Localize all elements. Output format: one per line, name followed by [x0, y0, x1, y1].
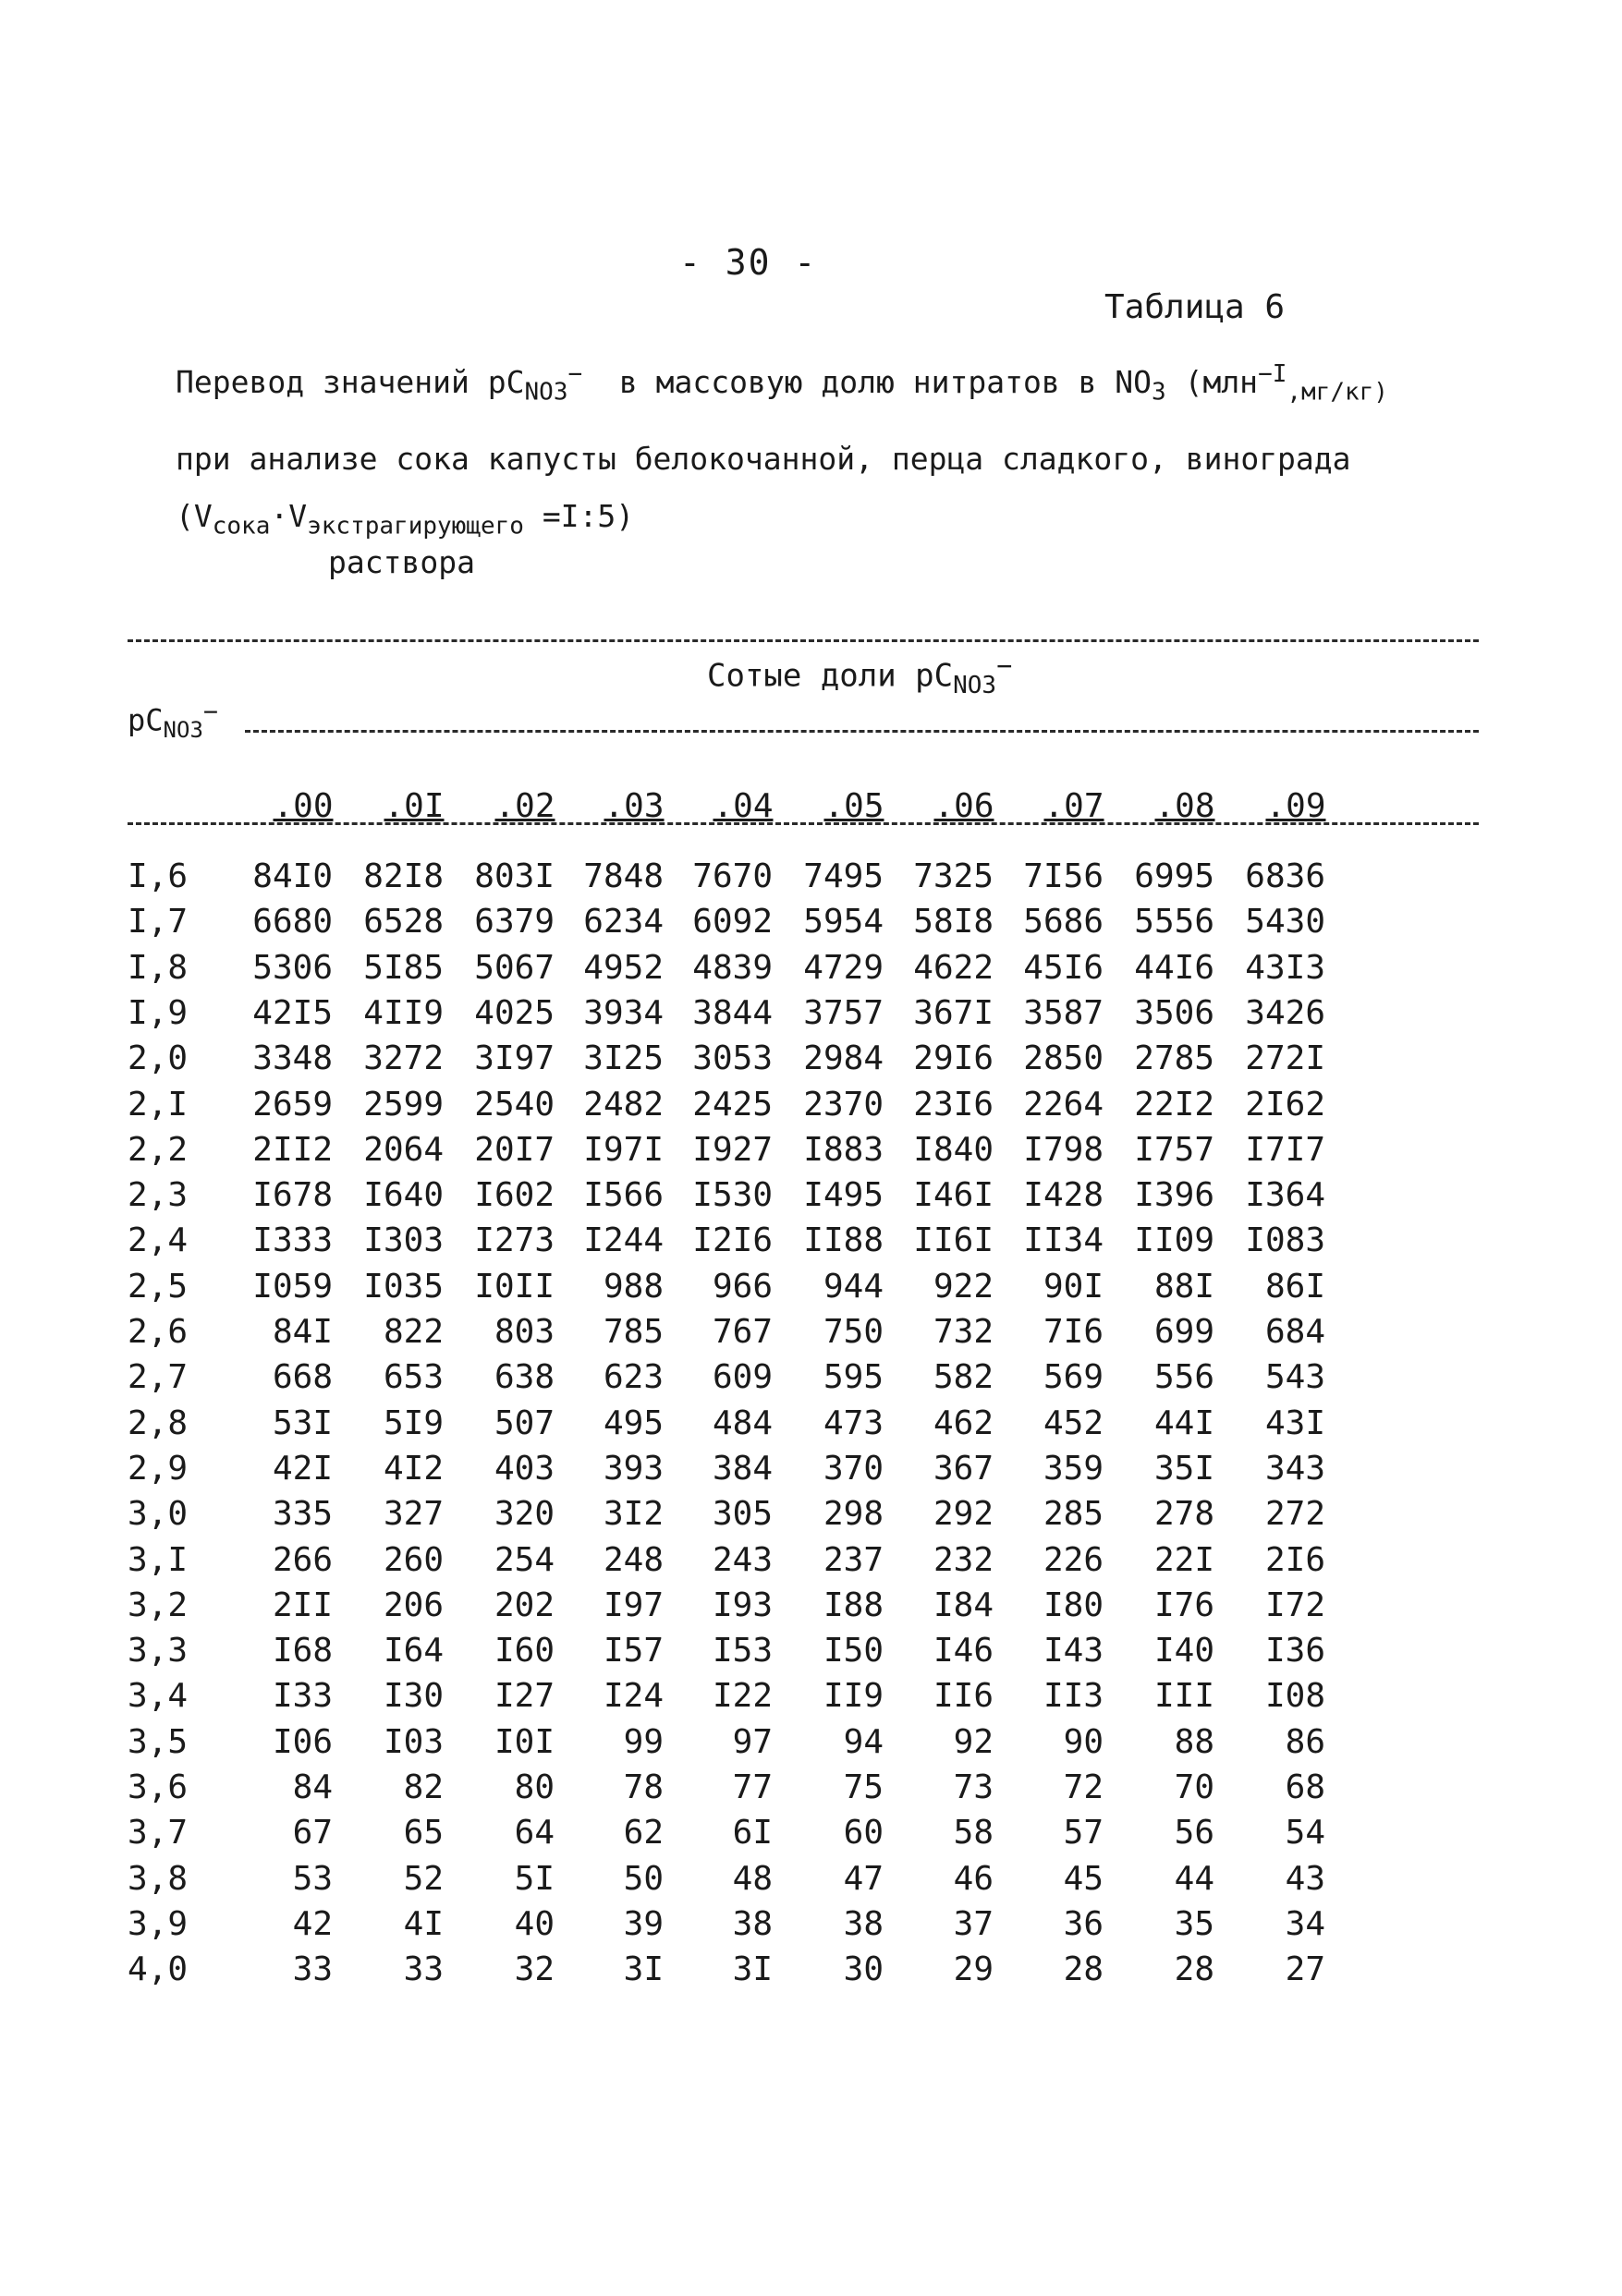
- table-cell: 3506: [1134, 993, 1214, 1032]
- table-cell: 45: [1063, 1859, 1104, 1898]
- table-cell: 27: [1285, 1950, 1325, 1989]
- table-cell: I97I: [583, 1130, 664, 1169]
- table-cell: II34: [1023, 1221, 1104, 1260]
- table-cell: I46: [933, 1632, 994, 1670]
- table-cell: 35: [1174, 1904, 1214, 1943]
- table-cell: 248: [603, 1540, 664, 1579]
- table-cell: 84: [292, 1768, 333, 1806]
- table-cell: I88: [823, 1585, 884, 1624]
- table-cell: I46I: [913, 1176, 994, 1215]
- table-cell: 39: [623, 1904, 664, 1943]
- table-cell: 34: [1285, 1904, 1325, 1943]
- table-cell: 2I6: [1264, 1540, 1325, 1579]
- table-cell: 33: [403, 1950, 444, 1989]
- table-cell: I22: [712, 1677, 773, 1716]
- table-cell: 30: [843, 1950, 884, 1989]
- table-cell: 43: [1285, 1859, 1325, 1898]
- table-cell: 75: [843, 1768, 884, 1806]
- table-cell: 37: [953, 1904, 994, 1943]
- row-key: 3,8: [128, 1859, 189, 1898]
- table-cell: 3I97: [474, 1039, 555, 1078]
- column-header: .00: [273, 787, 334, 825]
- table-cell: 84I0: [252, 857, 333, 895]
- table-cell: 367: [933, 1449, 994, 1488]
- column-group-header: Сотые доли $pC_{NO3}^-$: [707, 650, 1013, 700]
- table-cell: 384: [712, 1449, 773, 1488]
- row-key: 2,9: [128, 1449, 189, 1488]
- table-cell: 84I: [272, 1313, 333, 1351]
- table-cell: 90I: [1043, 1267, 1104, 1306]
- table-cell: 56: [1174, 1814, 1214, 1853]
- table-cell: I059: [252, 1267, 333, 1306]
- table-cell: 80: [514, 1768, 555, 1806]
- table-cell: 82I8: [363, 857, 444, 895]
- table-cell: II88: [803, 1221, 884, 1260]
- row-key: 2,4: [128, 1221, 189, 1260]
- row-key: I,7: [128, 903, 189, 941]
- table-cell: II6I: [913, 1221, 994, 1260]
- table-cell: I57: [603, 1632, 664, 1670]
- table-cell: I364: [1245, 1176, 1325, 1215]
- table-cell: I60: [494, 1632, 555, 1670]
- table-cell: 278: [1153, 1495, 1214, 1534]
- table-cell: 2659: [252, 1085, 333, 1124]
- row-key: I,6: [128, 857, 189, 895]
- table-cell: 7848: [583, 857, 664, 895]
- table-cell: I84: [933, 1585, 994, 1624]
- table-cell: 86I: [1264, 1267, 1325, 1306]
- table-cell: 77: [732, 1768, 773, 1806]
- table-cell: 944: [823, 1267, 884, 1306]
- table-cell: 65: [403, 1814, 444, 1853]
- table-cell: 6234: [583, 903, 664, 941]
- table-cell: I798: [1023, 1130, 1104, 1169]
- table-cell: 58I8: [913, 903, 994, 941]
- table-cell: I64: [383, 1632, 444, 1670]
- table-cell: 5306: [252, 948, 333, 987]
- table-cell: I24: [603, 1677, 664, 1716]
- table-cell: 2II2: [252, 1130, 333, 1169]
- table-cell: I03: [383, 1722, 444, 1761]
- table-cell: 67: [292, 1814, 333, 1853]
- table-cell: 45I6: [1023, 948, 1104, 987]
- table-cell: 452: [1043, 1403, 1104, 1442]
- table-cell: 23I6: [913, 1085, 994, 1124]
- table-cell: 70: [1174, 1768, 1214, 1806]
- table-cell: 82: [403, 1768, 444, 1806]
- table-cell: 272I: [1245, 1039, 1325, 1078]
- table-cell: 292: [933, 1495, 994, 1534]
- table-cell: 5430: [1245, 903, 1325, 941]
- table-cell: I06: [272, 1722, 333, 1761]
- table-cell: 699: [1153, 1313, 1214, 1351]
- table-cell: 393: [603, 1449, 664, 1488]
- table-cell: 22I2: [1134, 1085, 1214, 1124]
- table-cell: 684: [1264, 1313, 1325, 1351]
- table-cell: 6379: [474, 903, 555, 941]
- row-key: 4,0: [128, 1950, 189, 1989]
- table-cell: 638: [494, 1358, 555, 1397]
- table-cell: 3053: [692, 1039, 773, 1078]
- table-cell: 272: [1264, 1495, 1325, 1534]
- table-cell: I083: [1245, 1221, 1325, 1260]
- header-bottom-rule: [128, 822, 1479, 825]
- table-cell: 20I7: [474, 1130, 555, 1169]
- table-cell: 3I: [623, 1950, 664, 1989]
- row-key: 2,8: [128, 1403, 189, 1442]
- table-cell: 58: [953, 1814, 994, 1853]
- table-cell: I566: [583, 1176, 664, 1215]
- table-cell: I30: [383, 1677, 444, 1716]
- table-cell: 507: [494, 1403, 555, 1442]
- caption-line-1: Перевод значений $pC_{NO3}^-$ в массовую долю нитратов в $NO_3$ (млн$^{-I}_{,мг/кг)}$: [176, 360, 1388, 407]
- row-key: 3,0: [128, 1495, 189, 1534]
- table-cell: I035: [363, 1267, 444, 1306]
- table-cell: 2264: [1023, 1085, 1104, 1124]
- column-header: .08: [1154, 787, 1215, 825]
- table-cell: 92: [953, 1722, 994, 1761]
- table-cell: 40: [514, 1904, 555, 1943]
- table-cell: 343: [1264, 1449, 1325, 1488]
- table-cell: 237: [823, 1540, 884, 1579]
- caption-line-3-sub: раствора: [328, 544, 475, 580]
- table-cell: 44: [1174, 1859, 1214, 1898]
- table-cell: 7I56: [1023, 857, 1104, 895]
- row-key: 3,9: [128, 1904, 189, 1943]
- table-cell: 33: [292, 1950, 333, 1989]
- row-key: 3,2: [128, 1585, 189, 1624]
- column-header: .09: [1265, 787, 1326, 825]
- row-key: 3,3: [128, 1632, 189, 1670]
- table-cell: I53: [712, 1632, 773, 1670]
- table-cell: 53: [292, 1859, 333, 1898]
- column-header: .05: [823, 787, 884, 825]
- table-cell: 2425: [692, 1085, 773, 1124]
- table-cell: 29I6: [913, 1039, 994, 1078]
- table-cell: 320: [494, 1495, 555, 1534]
- table-cell: 2482: [583, 1085, 664, 1124]
- table-cell: 54: [1285, 1814, 1325, 1853]
- table-cell: 44I: [1153, 1403, 1214, 1442]
- table-cell: 3587: [1023, 993, 1104, 1032]
- table-cell: 6092: [692, 903, 773, 941]
- table-cell: 803I: [474, 857, 555, 895]
- table-cell: I396: [1134, 1176, 1214, 1215]
- table-cell: I428: [1023, 1176, 1104, 1215]
- table-cell: II6: [933, 1677, 994, 1716]
- top-rule: [128, 639, 1479, 642]
- table-cell: 623: [603, 1358, 664, 1397]
- mid-rule: [245, 730, 1479, 733]
- table-cell: 42I: [272, 1449, 333, 1488]
- table-cell: 88I: [1153, 1267, 1214, 1306]
- table-cell: 57: [1063, 1814, 1104, 1853]
- table-cell: 36: [1063, 1904, 1104, 1943]
- table-cell: I927: [692, 1130, 773, 1169]
- table-cell: 60: [843, 1814, 884, 1853]
- table-cell: 403: [494, 1449, 555, 1488]
- table-cell: 7670: [692, 857, 773, 895]
- table-cell: 72: [1063, 1768, 1104, 1806]
- table-cell: 42: [292, 1904, 333, 1943]
- table-cell: 5I: [514, 1859, 555, 1898]
- table-cell: 2II: [272, 1585, 333, 1624]
- table-cell: I97: [603, 1585, 664, 1624]
- table-cell: 78: [623, 1768, 664, 1806]
- table-cell: I93: [712, 1585, 773, 1624]
- table-cell: 2850: [1023, 1039, 1104, 1078]
- table-cell: 47: [843, 1859, 884, 1898]
- table-cell: 38: [732, 1904, 773, 1943]
- table-cell: I2I6: [692, 1221, 773, 1260]
- table-cell: 86: [1285, 1722, 1325, 1761]
- table-cell: 298: [823, 1495, 884, 1534]
- table-cell: 232: [933, 1540, 994, 1579]
- table-cell: 582: [933, 1358, 994, 1397]
- table-cell: 3I: [732, 1950, 773, 1989]
- table-cell: 43I: [1264, 1403, 1325, 1442]
- table-cell: I273: [474, 1221, 555, 1260]
- table-cell: 7325: [913, 857, 994, 895]
- table-cell: 5I9: [383, 1403, 444, 1442]
- table-cell: 29: [953, 1950, 994, 1989]
- table-cell: 6I: [732, 1814, 773, 1853]
- table-cell: 305: [712, 1495, 773, 1534]
- page-number: - 30 -: [679, 242, 818, 283]
- row-key: I,9: [128, 993, 189, 1032]
- table-cell: 64: [514, 1814, 555, 1853]
- table-cell: 2I62: [1245, 1085, 1325, 1124]
- table-cell: 35I: [1153, 1449, 1214, 1488]
- table-cell: 285: [1043, 1495, 1104, 1534]
- table-cell: 6836: [1245, 857, 1325, 895]
- table-cell: 3348: [252, 1039, 333, 1078]
- table-cell: I602: [474, 1176, 555, 1215]
- table-cell: I43: [1043, 1632, 1104, 1670]
- table-cell: 88: [1174, 1722, 1214, 1761]
- table-cell: 2984: [803, 1039, 884, 1078]
- table-cell: 52: [403, 1859, 444, 1898]
- table-cell: I40: [1153, 1632, 1214, 1670]
- table-cell: I36: [1264, 1632, 1325, 1670]
- table-cell: 4729: [803, 948, 884, 987]
- row-key: 2,2: [128, 1130, 189, 1169]
- table-cell: 3I25: [583, 1039, 664, 1078]
- table-cell: 68: [1285, 1768, 1325, 1806]
- table-cell: 556: [1153, 1358, 1214, 1397]
- table-cell: 48: [732, 1859, 773, 1898]
- table-cell: I495: [803, 1176, 884, 1215]
- table-cell: 97: [732, 1722, 773, 1761]
- table-cell: 260: [383, 1540, 444, 1579]
- table-cell: 370: [823, 1449, 884, 1488]
- row-header: $pC_{NO3}^-$: [128, 698, 218, 744]
- table-cell: 42I5: [252, 993, 333, 1032]
- table-cell: 335: [272, 1495, 333, 1534]
- table-cell: II9: [823, 1677, 884, 1716]
- table-cell: 7495: [803, 857, 884, 895]
- table-cell: 569: [1043, 1358, 1104, 1397]
- table-cell: 767: [712, 1313, 773, 1351]
- table-cell: 4II9: [363, 993, 444, 1032]
- table-cell: 367I: [913, 993, 994, 1032]
- caption-line-2: при анализе сока капусты белокочанной, перца сладкого, винограда: [176, 441, 1351, 477]
- row-key: 2,I: [128, 1085, 189, 1124]
- table-cell: 4839: [692, 948, 773, 987]
- table-cell: 5556: [1134, 903, 1214, 941]
- table-cell: 53I: [272, 1403, 333, 1442]
- table-cell: 6680: [252, 903, 333, 941]
- table-cell: I757: [1134, 1130, 1214, 1169]
- table-cell: 4025: [474, 993, 555, 1032]
- table-cell: I80: [1043, 1585, 1104, 1624]
- row-key: 3,I: [128, 1540, 189, 1579]
- table-cell: I333: [252, 1221, 333, 1260]
- table-cell: 4I2: [383, 1449, 444, 1488]
- table-cell: 266: [272, 1540, 333, 1579]
- row-key: 2,3: [128, 1176, 189, 1215]
- table-cell: 3272: [363, 1039, 444, 1078]
- table-cell: 3426: [1245, 993, 1325, 1032]
- table-cell: 46: [953, 1859, 994, 1898]
- table-cell: 668: [272, 1358, 333, 1397]
- table-cell: 2540: [474, 1085, 555, 1124]
- table-cell: 822: [383, 1313, 444, 1351]
- row-key: 2,6: [128, 1313, 189, 1351]
- table-cell: 22I: [1153, 1540, 1214, 1579]
- table-cell: 99: [623, 1722, 664, 1761]
- table-cell: 966: [712, 1267, 773, 1306]
- table-cell: 4622: [913, 948, 994, 987]
- table-cell: 495: [603, 1403, 664, 1442]
- table-cell: 2785: [1134, 1039, 1214, 1078]
- table-cell: 803: [494, 1313, 555, 1351]
- row-key: 3,4: [128, 1677, 189, 1716]
- table-cell: 73: [953, 1768, 994, 1806]
- table-cell: 5I85: [363, 948, 444, 987]
- table-cell: II09: [1134, 1221, 1214, 1260]
- table-cell: 359: [1043, 1449, 1104, 1488]
- table-cell: I72: [1264, 1585, 1325, 1624]
- table-cell: I530: [692, 1176, 773, 1215]
- table-cell: 484: [712, 1403, 773, 1442]
- table-cell: 50: [623, 1859, 664, 1898]
- table-cell: I33: [272, 1677, 333, 1716]
- table-cell: I76: [1153, 1585, 1214, 1624]
- table-cell: 202: [494, 1585, 555, 1624]
- row-key: 2,7: [128, 1358, 189, 1397]
- table-cell: 2599: [363, 1085, 444, 1124]
- table-cell: 94: [843, 1722, 884, 1761]
- table-cell: 32: [514, 1950, 555, 1989]
- row-key: 3,7: [128, 1814, 189, 1853]
- table-cell: 28: [1063, 1950, 1104, 1989]
- table-cell: 922: [933, 1267, 994, 1306]
- row-key: 2,5: [128, 1267, 189, 1306]
- table-cell: 988: [603, 1267, 664, 1306]
- table-cell: 6528: [363, 903, 444, 941]
- row-key: 2,0: [128, 1039, 189, 1078]
- table-cell: I640: [363, 1176, 444, 1215]
- table-cell: I27: [494, 1677, 555, 1716]
- table-cell: I883: [803, 1130, 884, 1169]
- table-cell: 44I6: [1134, 948, 1214, 987]
- table-cell: II3: [1043, 1677, 1104, 1716]
- table-cell: 6995: [1134, 857, 1214, 895]
- table-cell: I678: [252, 1176, 333, 1215]
- table-cell: 609: [712, 1358, 773, 1397]
- table-cell: 2064: [363, 1130, 444, 1169]
- table-cell: I7I7: [1245, 1130, 1325, 1169]
- table-cell: I0II: [474, 1267, 555, 1306]
- column-header: .02: [494, 787, 555, 825]
- table-cell: 732: [933, 1313, 994, 1351]
- table-cell: 28: [1174, 1950, 1214, 1989]
- column-header: .04: [713, 787, 774, 825]
- table-cell: 595: [823, 1358, 884, 1397]
- table-cell: I08: [1264, 1677, 1325, 1716]
- table-cell: III: [1153, 1677, 1214, 1716]
- row-key: I,8: [128, 948, 189, 987]
- table-cell: I50: [823, 1632, 884, 1670]
- table-cell: 3I2: [603, 1495, 664, 1534]
- table-cell: 7I6: [1043, 1313, 1104, 1351]
- row-key: 3,5: [128, 1722, 189, 1761]
- table-cell: 2370: [803, 1085, 884, 1124]
- table-cell: I840: [913, 1130, 994, 1169]
- table-cell: I303: [363, 1221, 444, 1260]
- table-cell: 3757: [803, 993, 884, 1032]
- table-cell: I0I: [494, 1722, 555, 1761]
- table-cell: 5954: [803, 903, 884, 941]
- table-cell: 653: [383, 1358, 444, 1397]
- table-cell: 473: [823, 1403, 884, 1442]
- table-cell: I68: [272, 1632, 333, 1670]
- table-cell: 3844: [692, 993, 773, 1032]
- column-header: .0I: [384, 787, 445, 825]
- table-cell: 543: [1264, 1358, 1325, 1397]
- column-header: .06: [933, 787, 994, 825]
- table-cell: 254: [494, 1540, 555, 1579]
- table-cell: 38: [843, 1904, 884, 1943]
- table-cell: 750: [823, 1313, 884, 1351]
- table-cell: 226: [1043, 1540, 1104, 1579]
- table-cell: 3934: [583, 993, 664, 1032]
- column-header: .03: [604, 787, 665, 825]
- table-label: Таблица 6: [1104, 288, 1286, 326]
- table-cell: 206: [383, 1585, 444, 1624]
- row-key: 3,6: [128, 1768, 189, 1806]
- table-cell: 4952: [583, 948, 664, 987]
- table-cell: 43I3: [1245, 948, 1325, 987]
- table-cell: 5686: [1023, 903, 1104, 941]
- table-cell: 90: [1063, 1722, 1104, 1761]
- table-cell: 62: [623, 1814, 664, 1853]
- table-cell: 243: [712, 1540, 773, 1579]
- table-cell: 785: [603, 1313, 664, 1351]
- column-header: .07: [1043, 787, 1104, 825]
- table-cell: 5067: [474, 948, 555, 987]
- caption-line-3: ($V_{сока}\cdot V_{экстрагирующего}$ =I:5): [176, 498, 635, 541]
- table-cell: 462: [933, 1403, 994, 1442]
- table-cell: 4I: [403, 1904, 444, 1943]
- table-cell: I244: [583, 1221, 664, 1260]
- table-cell: 327: [383, 1495, 444, 1534]
